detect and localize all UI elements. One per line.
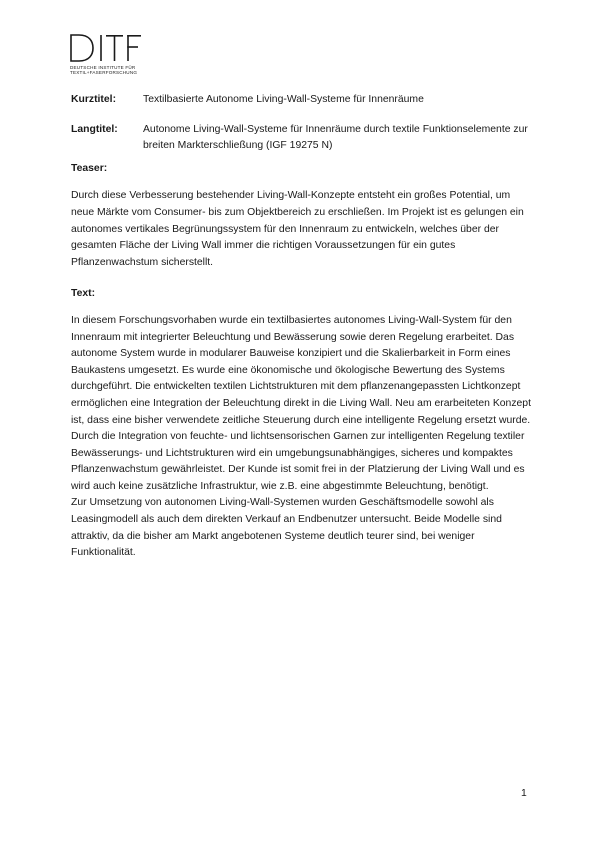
langtitel-label: Langtitel: xyxy=(71,123,118,135)
langtitel-row xyxy=(71,122,531,155)
logo-subtitle-line2: TEXTIL+FASERFORSCHUNG xyxy=(70,70,138,76)
teaser-heading: Teaser: xyxy=(71,162,108,174)
logo-subtitle xyxy=(70,65,160,76)
teaser-paragraph: Durch diese Verbesserung bestehender Living-Wall-Konzepte entsteht ein großes Potential, um neue Märkte vom Consumer- bis zum Objektbereich zu erschließen. Im Projekt ist es gelungen ein autonomes vertikales Begrünungssystem für den Innenraum zu entwickeln, welches über der gesamten Fläche der Living Wall immer die richtigen Voraussetzungen für ein gutes Pflanzenwachstum sicherstellt. xyxy=(71,190,524,268)
text-heading: Text: xyxy=(71,288,96,300)
langtitel-value: Autonome Living-Wall-Systeme für Innenräume durch textile Funktionselemente zur breiten Markterschließung (IGF 19275 N) xyxy=(143,123,528,152)
page-number: 1 xyxy=(521,788,527,799)
kurztitel-value: Textilbasierte Autonome Living-Wall-Systeme für Innenräume xyxy=(143,94,424,105)
ditf-logo xyxy=(70,34,160,76)
ditf-logo-mark xyxy=(70,34,142,62)
document-content xyxy=(71,92,531,562)
body-paragraph-2: Zur Umsetzung von autonomen Living-Wall-Systemen wurden Geschäftsmodelle sowohl als Leasingmodell als auch dem direkten Verkauf an Endbenutzer untersucht. Beide Modelle sind attraktiv, da die bisher am Markt angebotenen Systeme deutlich teurer sind, bei weniger Funktionalität. xyxy=(71,497,502,559)
kurztitel-row xyxy=(71,92,531,109)
logo-subtitle-line1: DEUTSCHE INSTITUTE FÜR xyxy=(70,65,136,70)
body-paragraph: In diesem Forschungsvorhaben wurde ein textilbasiertes autonomes Living-Wall-System für den Innenraum mit integrierter Beleuchtung und Bewässerung sowie deren Regelung erarbeitet. Das autonome System wurde in modularer Bauweise konzipiert und die Skalierbarkeit in Form eines Baukastens umgesetzt. Es wurde eine ökonomische und ökologische Bewertung des Systems durchgeführt. Die entwickelten textilen Lichtstrukturen mit dem pflanzenangepassten Lichtkonzept ermöglichen eine Integration der Beleuchtung direkt in die Living Wall. Neu am erarbeiteten Konzept ist, dass eine bisher verwendete zeitliche Steuerung durch eine intelligente Regelung ersetzt wurde. Durch die Integration von feuchte- und lichtsensorischen Garnen zur intelligenten Regelung textiler Bewässerungs- und Lichtstrukturen wird ein umgebungsunabhängiges, sicheres und kompaktes Pflanzenwachstum gewährleistet. Der Kunde ist somit frei in der Platzierung der Living Wall und es wird auch keine zusätzliche Infrastruktur, wie z.B. eine abgestimmte Beleuchtung, benötigt. xyxy=(71,314,531,492)
kurztitel-label: Kurztitel: xyxy=(71,94,117,105)
